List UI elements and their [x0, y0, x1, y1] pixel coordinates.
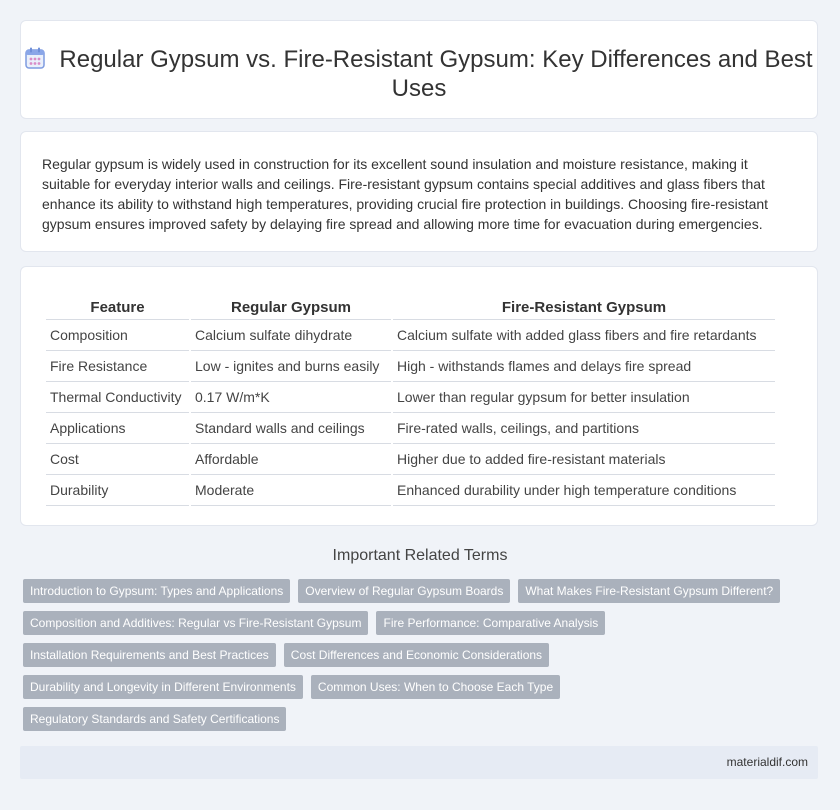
related-term-tag[interactable]: What Makes Fire-Resistant Gypsum Different?	[518, 579, 780, 603]
comparison-table-card	[20, 266, 818, 526]
table-cell: Calcium sulfate with added glass fibers and fire retardants	[393, 320, 775, 351]
related-terms-heading: Important Related Terms	[332, 547, 508, 564]
related-term-tag[interactable]: Composition and Additives: Regular vs Fire-Resistant Gypsum	[23, 611, 368, 635]
table-cell: Applications	[46, 413, 189, 444]
table-cell: Calcium sulfate dihydrate	[191, 320, 391, 351]
table-cell: Durability	[46, 475, 189, 506]
table-cell: Higher due to added fire-resistant materials	[393, 444, 775, 475]
column-header-regular: Regular Gypsum	[191, 295, 391, 320]
table-cell: Cost	[46, 444, 189, 475]
table-row	[46, 382, 775, 413]
table-cell: Low - ignites and burns easily	[191, 351, 391, 382]
comparison-table	[44, 295, 777, 506]
footer	[20, 746, 818, 779]
intro-paragraph: Regular gypsum is widely used in construction for its excellent sound insulation and moisture resistance, making it suitable for everyday interior walls and ceilings. Fire-resistant gypsum contains special additives and glass fibers that enhance its ability to withstand high temperatures, providing crucial fire protection in buildings. Choosing fire-resistant gypsum ensures improved safety by delaying fire spread and allowing more time for evacuation during emergencies.	[42, 156, 769, 232]
related-term-tag[interactable]: Installation Requirements and Best Practices	[23, 643, 276, 667]
related-term-tag[interactable]: Overview of Regular Gypsum Boards	[298, 579, 510, 603]
table-cell: Composition	[46, 320, 189, 351]
table-row	[46, 320, 775, 351]
calendar-grid-icon	[25, 47, 45, 69]
related-term-tag[interactable]: Regulatory Standards and Safety Certifications	[23, 707, 286, 731]
table-row	[46, 413, 775, 444]
column-header-feature: Feature	[46, 295, 189, 320]
related-term-tag[interactable]: Cost Differences and Economic Considerations	[284, 643, 549, 667]
table-row	[46, 475, 775, 506]
page-title-wrap	[21, 45, 817, 103]
related-term-tag[interactable]: Fire Performance: Comparative Analysis	[376, 611, 605, 635]
related-terms-list	[23, 579, 803, 739]
table-cell: 0.17 W/m*K	[191, 382, 391, 413]
related-term-tag[interactable]: Durability and Longevity in Different Environments	[23, 675, 303, 699]
table-cell: Affordable	[191, 444, 391, 475]
table-header-row	[46, 295, 775, 320]
table-row	[46, 351, 775, 382]
table-cell: Fire Resistance	[46, 351, 189, 382]
intro-card	[20, 131, 818, 252]
table-cell: Standard walls and ceilings	[191, 413, 391, 444]
related-term-tag[interactable]: Common Uses: When to Choose Each Type	[311, 675, 560, 699]
related-term-tag[interactable]: Introduction to Gypsum: Types and Applications	[23, 579, 290, 603]
page-title: Regular Gypsum vs. Fire-Resistant Gypsum: Key Differences and Best Uses	[59, 46, 813, 102]
table-cell: Lower than regular gypsum for better insulation	[393, 382, 775, 413]
table-cell: Moderate	[191, 475, 391, 506]
table-cell: Enhanced durability under high temperature conditions	[393, 475, 775, 506]
title-card	[20, 20, 818, 119]
table-cell: Thermal Conductivity	[46, 382, 189, 413]
table-cell: High - withstands flames and delays fire spread	[393, 351, 775, 382]
table-row	[46, 444, 775, 475]
footer-site-link[interactable]: materialdif.com	[726, 755, 808, 769]
table-cell: Fire-rated walls, ceilings, and partitions	[393, 413, 775, 444]
column-header-fire-resistant: Fire-Resistant Gypsum	[393, 295, 775, 320]
